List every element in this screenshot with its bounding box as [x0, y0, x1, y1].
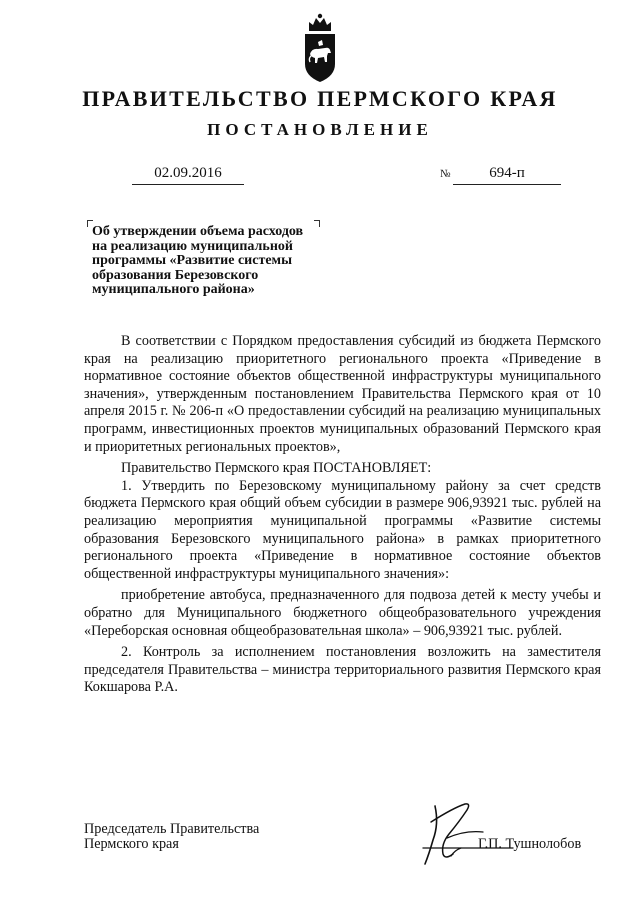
document-date: 02.09.2016: [132, 162, 244, 185]
subject-line: муниципального района»: [92, 282, 255, 297]
subject-line: образования Березовского: [92, 267, 259, 283]
signatory-position-line: Пермского края: [84, 836, 179, 852]
body-paragraph-item-1: 1. Утвердить по Березовскому муниципальному району за счет средств бюджета Пермского края общий объем субсидии в размере 906,93921 тыс. рублей на реализацию мероприятия муниципальной программы «Развитие системы образования Березовского муниципального района» в рамках приоритетного регионального проекта «Приведение в нормативное состояние объектов общественной инфраструктуры муниципального значения»:: [84, 477, 601, 582]
document-body: [84, 333, 601, 697]
body-paragraph-preamble: В соответствии с Порядком предоставления субсидий из бюджета Пермского края на реализацию приоритетного регионального проекта «Приведение в нормативное состояние объектов общественной инфраструктуры муниципального значения», утвержденным постановлением Правительства Пермского края от 10 апреля 2015 г. № 206-п «О предоставлении субсидий на реализацию муниципальных программ, инвестиционных проектов муниципальных образований Пермского края и приоритетных региональных проектов»,: [84, 333, 601, 455]
document-subject: [92, 225, 332, 298]
handwritten-signature-icon: [405, 798, 515, 870]
subject-line: Об утверждении объема расходов: [92, 224, 304, 239]
subject-line: на реализацию муниципальной: [92, 238, 293, 254]
signatory-position: [84, 822, 259, 852]
signatory-name: Г.П. Тушнолобов: [478, 836, 582, 852]
subject-line: программы «Развитие системы: [92, 253, 293, 268]
document-number: 694-п: [453, 162, 561, 185]
signatory-position-line: Председатель Правительства: [84, 821, 260, 837]
document-type: ПОСТАНОВЛЕНИЕ: [207, 120, 433, 139]
body-paragraph-purchase: приобретение автобуса, предназначенного для подвоза детей к месту учебы и обратно для Муниципального бюджетного общеобразовательного учреждения «Переборская основная общеобразовательная школа» – 906,93921 тыс. рублей.: [84, 587, 601, 639]
government-title: ПРАВИТЕЛЬСТВО ПЕРМСКОГО КРАЯ: [82, 86, 558, 111]
number-sign: №: [440, 168, 451, 180]
body-paragraph-item-2: 2. Контроль за исполнением постановления возложить на заместителя председателя Правительства – министра территориального развития Пермского края Кокшарова Р.А.: [84, 644, 601, 696]
perm-krai-coat-of-arms-icon: [301, 12, 339, 84]
body-paragraph-resolves: Правительство Пермского края ПОСТАНОВЛЯЕТ:: [121, 460, 432, 477]
